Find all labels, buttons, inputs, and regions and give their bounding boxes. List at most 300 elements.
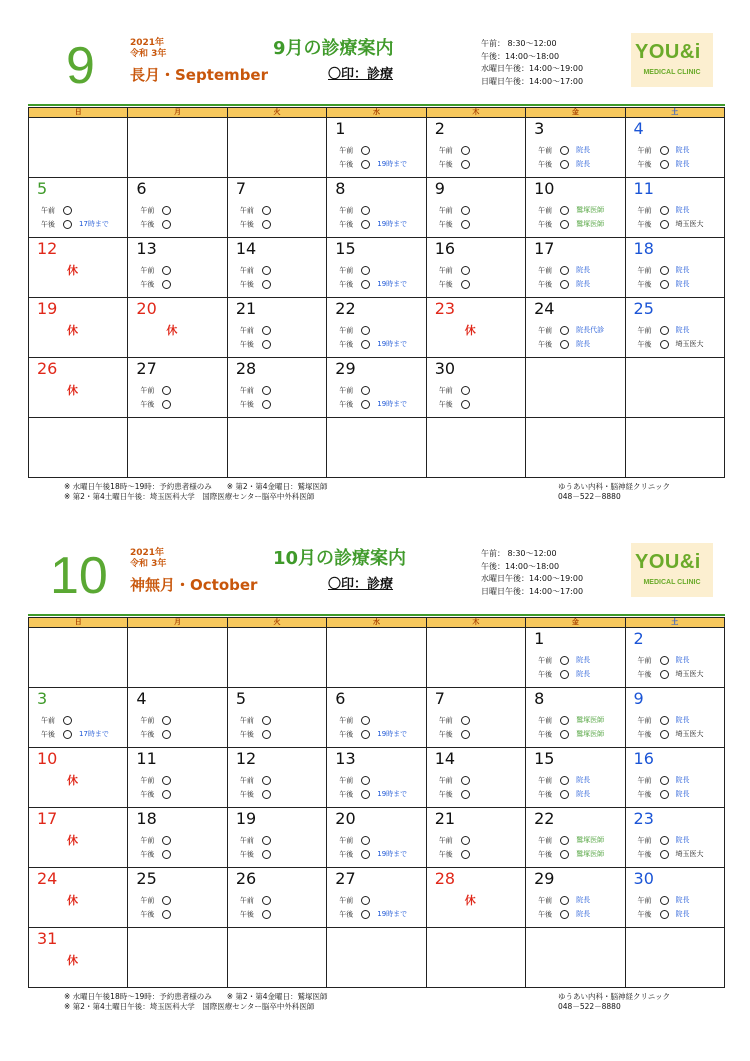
session-label: 午前 [239, 386, 254, 395]
day-cell [128, 298, 227, 358]
open-circle-icon [162, 776, 171, 785]
open-circle-icon [461, 280, 470, 289]
session-label: 午後 [239, 340, 254, 349]
day-cell [626, 748, 725, 808]
open-circle-icon [262, 896, 271, 905]
footer-note: ※ 水曜日午後18時～19時：予約患者様のみ ※ 第2・第4金曜日：鷲塚医師 [64, 482, 328, 491]
day-cell [29, 748, 128, 808]
open-circle-icon [162, 730, 171, 739]
session-label: 午後 [239, 790, 254, 799]
week-row [29, 118, 725, 178]
day-number: 29 [534, 869, 555, 888]
session-note: 院長 [675, 206, 690, 214]
day-number: 18 [633, 239, 654, 258]
day-number: 29 [335, 359, 356, 378]
day-cell [228, 868, 327, 928]
session-label: 午前 [637, 206, 652, 215]
day-number: 23 [633, 809, 654, 828]
morning-session [339, 836, 370, 846]
day-number: 5 [37, 179, 48, 198]
day-number: 8 [534, 689, 545, 708]
session-label: 午後 [41, 730, 55, 739]
morning-session [439, 146, 470, 156]
empty-cell [228, 628, 327, 688]
day-cell [327, 808, 426, 868]
era-label: 令和 3年 [130, 49, 167, 59]
day-number: 19 [235, 809, 257, 828]
mark-legend: 〇印：診療 [328, 67, 394, 82]
open-circle-icon [361, 146, 370, 155]
open-circle-icon [560, 670, 569, 679]
session-label: 午前 [538, 896, 553, 905]
day-cell [128, 358, 227, 418]
closed-label: 休 [67, 264, 78, 277]
empty-cell [128, 418, 227, 478]
open-circle-icon [162, 910, 171, 919]
open-circle-icon [262, 206, 271, 215]
session-note: 埼玉医大 [675, 220, 704, 228]
morning-session [339, 146, 370, 156]
calendar-grid [28, 107, 725, 478]
day-cell [427, 748, 526, 808]
day-cell [427, 688, 526, 748]
session-label: 午後 [438, 220, 453, 229]
empty-cell [626, 358, 725, 418]
day-cell [427, 808, 526, 868]
hours-line: 水曜日午後：14:00～19:00 [481, 64, 584, 73]
session-label: 午前 [140, 896, 155, 905]
afternoon-session [339, 850, 407, 860]
open-circle-icon [461, 220, 470, 229]
closed-label: 休 [67, 384, 78, 397]
session-label: 午後 [538, 160, 553, 169]
open-circle-icon [660, 790, 669, 799]
afternoon-session [140, 730, 171, 740]
clinic-name: ゆうあい内科・脳神経クリニック [558, 482, 671, 491]
session-label: 午前 [438, 386, 453, 395]
session-label: 午前 [41, 206, 55, 215]
open-circle-icon [560, 340, 569, 349]
open-circle-icon [162, 836, 171, 845]
open-circle-icon [461, 790, 470, 799]
session-label: 午後 [140, 220, 155, 229]
footer-note: ※ 水曜日午後18時～19時：予約患者様のみ ※ 第2・第4金曜日：鷲塚医師 [64, 992, 328, 1001]
afternoon-session [339, 730, 407, 740]
day-cell [327, 178, 426, 238]
session-label: 午後 [538, 730, 553, 739]
morning-session [538, 206, 604, 216]
session-label: 午後 [438, 850, 453, 859]
session-note: 院長 [675, 716, 690, 724]
session-note: 17時まで [79, 730, 109, 738]
session-label: 午前 [239, 836, 254, 845]
open-circle-icon [560, 280, 569, 289]
open-circle-icon [560, 850, 569, 859]
open-circle-icon [63, 206, 72, 215]
hours-line: 午後：14:00～18:00 [481, 561, 560, 571]
weekday-label: 火 [228, 108, 327, 118]
open-circle-icon [560, 220, 569, 229]
open-circle-icon [461, 266, 470, 275]
morning-session [439, 386, 470, 396]
session-label: 午前 [438, 836, 453, 845]
afternoon-session [240, 910, 271, 920]
morning-session [240, 266, 271, 276]
session-label: 午前 [239, 896, 254, 905]
session-label: 午後 [239, 730, 254, 739]
empty-cell [128, 628, 227, 688]
open-circle-icon [262, 400, 271, 409]
closed-label: 休 [67, 894, 78, 907]
afternoon-session [439, 400, 470, 410]
session-note: 院長 [675, 910, 690, 918]
session-label: 午前 [239, 326, 254, 335]
session-note: 埼玉医大 [675, 670, 704, 678]
day-cell [427, 358, 526, 418]
day-cell [526, 748, 625, 808]
open-circle-icon [461, 716, 470, 725]
session-label: 午後 [538, 790, 553, 799]
empty-cell [228, 118, 327, 178]
day-cell [427, 118, 526, 178]
session-note: 鷲塚医師 [576, 206, 605, 214]
morning-session [638, 326, 690, 336]
day-cell [29, 238, 128, 298]
session-label: 午前 [538, 656, 553, 665]
morning-session [638, 656, 690, 666]
day-number: 25 [136, 869, 157, 888]
day-cell [427, 298, 526, 358]
open-circle-icon [660, 896, 669, 905]
session-label: 午前 [140, 776, 155, 785]
session-label: 午前 [339, 386, 354, 395]
session-label: 午前 [538, 326, 553, 335]
session-label: 午前 [538, 836, 553, 845]
day-number: 6 [335, 689, 346, 708]
day-number: 12 [235, 749, 257, 768]
session-label: 午後 [339, 340, 354, 349]
open-circle-icon [361, 850, 370, 859]
session-label: 午前 [239, 776, 254, 785]
session-label: 午後 [637, 730, 652, 739]
day-number: 15 [335, 239, 356, 258]
clinic-contact [558, 992, 670, 1012]
clinic-hours [481, 38, 583, 88]
era-label: 令和 3年 [130, 559, 167, 569]
open-circle-icon [162, 790, 171, 799]
clinic-phone: 048－522－8880 [558, 1002, 621, 1011]
session-label: 午前 [538, 716, 553, 725]
day-cell [128, 748, 227, 808]
page-title: 9月の診療案内 [273, 38, 394, 59]
afternoon-session [240, 280, 271, 290]
session-label: 午前 [140, 206, 155, 215]
footer-notes [64, 482, 327, 502]
day-cell [327, 748, 426, 808]
afternoon-session [538, 670, 590, 680]
week-row [29, 298, 725, 358]
day-cell [327, 238, 426, 298]
session-label: 午前 [637, 266, 652, 275]
weekday-label: 土 [626, 108, 725, 118]
open-circle-icon [660, 340, 669, 349]
weekday-label: 水 [327, 108, 426, 118]
session-note: 19時まで [377, 400, 408, 408]
weekday-label: 月 [128, 108, 227, 118]
session-note: 院長 [576, 280, 591, 288]
open-circle-icon [560, 160, 569, 169]
day-cell [626, 238, 725, 298]
morning-session [538, 716, 604, 726]
day-cell [128, 868, 227, 928]
morning-session [439, 836, 470, 846]
morning-session [339, 386, 370, 396]
session-note: 院長 [576, 266, 591, 274]
session-label: 午前 [339, 716, 354, 725]
header-divider [28, 614, 725, 616]
session-note: 院長 [675, 656, 690, 664]
session-label: 午後 [239, 220, 254, 229]
morning-session [538, 266, 590, 276]
empty-cell [128, 118, 227, 178]
day-cell [626, 118, 725, 178]
open-circle-icon [63, 716, 72, 725]
logo-subtext: MEDICAL CLINIC [643, 579, 701, 586]
day-number: 1 [534, 629, 545, 648]
morning-session [638, 776, 690, 786]
open-circle-icon [361, 776, 370, 785]
open-circle-icon [262, 850, 271, 859]
morning-session [240, 716, 271, 726]
session-label: 午前 [637, 776, 652, 785]
morning-session [339, 266, 370, 276]
session-note: 埼玉医大 [675, 730, 704, 738]
week-row [29, 628, 725, 688]
calendar-grid [28, 617, 725, 988]
session-label: 午後 [239, 400, 254, 409]
empty-cell [128, 928, 227, 988]
empty-cell [29, 118, 128, 178]
open-circle-icon [262, 220, 271, 229]
morning-session [339, 716, 370, 726]
morning-session [140, 716, 171, 726]
open-circle-icon [262, 326, 271, 335]
afternoon-session [240, 730, 271, 740]
morning-session [41, 206, 72, 216]
session-label: 午前 [339, 146, 354, 155]
afternoon-session [240, 850, 271, 860]
session-label: 午前 [438, 716, 453, 725]
open-circle-icon [361, 910, 370, 919]
session-label: 午前 [438, 206, 453, 215]
open-circle-icon [262, 280, 271, 289]
open-circle-icon [660, 670, 669, 679]
closed-label: 休 [464, 324, 476, 337]
empty-cell [626, 928, 725, 988]
logo-text: YOU&i [635, 551, 701, 573]
week-row [29, 238, 725, 298]
session-label: 午後 [538, 910, 553, 919]
day-number: 14 [434, 749, 456, 768]
morning-session [538, 896, 590, 906]
day-cell [626, 868, 725, 928]
empty-cell [526, 928, 625, 988]
afternoon-session [240, 220, 271, 230]
morning-session [538, 326, 604, 336]
afternoon-session [538, 280, 590, 290]
session-label: 午後 [538, 220, 553, 229]
session-label: 午後 [140, 730, 155, 739]
day-number: 4 [633, 119, 644, 138]
weekday-label: 日 [29, 108, 128, 118]
afternoon-session [240, 400, 271, 410]
empty-cell [526, 358, 625, 418]
session-label: 午後 [339, 220, 354, 229]
day-number: 15 [534, 749, 555, 768]
day-cell [626, 688, 725, 748]
morning-session [240, 776, 271, 786]
day-number: 30 [434, 359, 456, 378]
afternoon-session [339, 220, 407, 230]
day-number: 3 [534, 119, 545, 138]
open-circle-icon [560, 910, 569, 919]
day-number: 5 [235, 689, 247, 708]
day-number: 24 [37, 869, 58, 888]
open-circle-icon [560, 326, 569, 335]
session-label: 午後 [538, 670, 553, 679]
day-number: 12 [37, 239, 58, 258]
open-circle-icon [660, 836, 669, 845]
weekday-label: 水 [327, 618, 426, 628]
morning-session [538, 656, 590, 666]
afternoon-session [638, 910, 690, 920]
session-label: 午前 [538, 206, 553, 215]
footer-notes [64, 992, 327, 1012]
day-cell [327, 688, 426, 748]
session-label: 午後 [438, 280, 453, 289]
afternoon-session [240, 790, 271, 800]
closed-label: 休 [67, 324, 78, 337]
day-number: 11 [633, 179, 654, 198]
open-circle-icon [262, 716, 271, 725]
session-label: 午前 [239, 266, 254, 275]
open-circle-icon [660, 146, 669, 155]
day-cell [626, 628, 725, 688]
session-label: 午後 [637, 790, 652, 799]
day-cell [128, 808, 227, 868]
empty-cell [29, 628, 128, 688]
day-cell [228, 178, 327, 238]
week-row [29, 868, 725, 928]
session-label: 午後 [140, 400, 155, 409]
morning-session [240, 386, 271, 396]
open-circle-icon [262, 266, 271, 275]
session-label: 午後 [637, 670, 652, 679]
open-circle-icon [262, 340, 271, 349]
morning-session [439, 266, 470, 276]
day-cell [526, 178, 625, 238]
session-note: 院長 [675, 836, 690, 844]
morning-session [339, 206, 370, 216]
year-era [130, 548, 166, 570]
day-number: 7 [434, 689, 445, 708]
session-note: 院長 [576, 340, 591, 348]
session-label: 午後 [339, 160, 354, 169]
open-circle-icon [660, 160, 669, 169]
day-number: 26 [235, 869, 257, 888]
open-circle-icon [660, 206, 669, 215]
afternoon-session [538, 340, 590, 350]
morning-session [638, 896, 690, 906]
weekday-label: 金 [526, 108, 625, 118]
session-label: 午前 [538, 146, 553, 155]
day-number: 6 [136, 179, 147, 198]
week-row [29, 688, 725, 748]
afternoon-session [538, 160, 590, 170]
open-circle-icon [560, 266, 569, 275]
session-note: 19時まで [377, 730, 408, 738]
day-cell [29, 298, 128, 358]
session-label: 午後 [339, 280, 354, 289]
day-cell [228, 238, 327, 298]
day-cell [228, 688, 327, 748]
morning-session [638, 206, 690, 216]
open-circle-icon [361, 266, 370, 275]
open-circle-icon [361, 836, 370, 845]
morning-session [439, 716, 470, 726]
day-cell [526, 118, 625, 178]
open-circle-icon [262, 790, 271, 799]
afternoon-session [339, 160, 407, 170]
session-label: 午後 [438, 400, 453, 409]
session-note: 埼玉医大 [675, 850, 704, 858]
session-label: 午後 [239, 280, 254, 289]
day-number: 25 [633, 299, 654, 318]
week-row [29, 358, 725, 418]
afternoon-session [339, 340, 407, 350]
day-cell [427, 178, 526, 238]
open-circle-icon [262, 386, 271, 395]
weekday-label: 木 [427, 618, 526, 628]
session-label: 午後 [637, 850, 652, 859]
day-number: 13 [136, 239, 157, 258]
afternoon-session [538, 850, 604, 860]
day-cell [128, 688, 227, 748]
day-number: 17 [534, 239, 555, 258]
morning-session [439, 206, 470, 216]
week-row [29, 748, 725, 808]
open-circle-icon [361, 160, 370, 169]
afternoon-session [638, 790, 690, 800]
day-cell [228, 358, 327, 418]
closed-label: 休 [67, 774, 78, 787]
session-label: 午後 [239, 910, 254, 919]
session-note: 19時まで [377, 160, 408, 168]
session-label: 午前 [41, 716, 55, 725]
session-note: 埼玉医大 [675, 340, 704, 348]
hours-line: 午前： 8:30～12:00 [481, 549, 557, 558]
open-circle-icon [262, 776, 271, 785]
afternoon-session [339, 400, 407, 410]
session-label: 午前 [339, 206, 354, 215]
day-number: 8 [335, 179, 346, 198]
session-label: 午後 [140, 850, 155, 859]
session-label: 午後 [438, 160, 453, 169]
session-note: 鷲塚医師 [576, 730, 605, 738]
month-number: 9 [66, 37, 95, 95]
day-cell [29, 178, 128, 238]
calendar-header [28, 30, 725, 100]
